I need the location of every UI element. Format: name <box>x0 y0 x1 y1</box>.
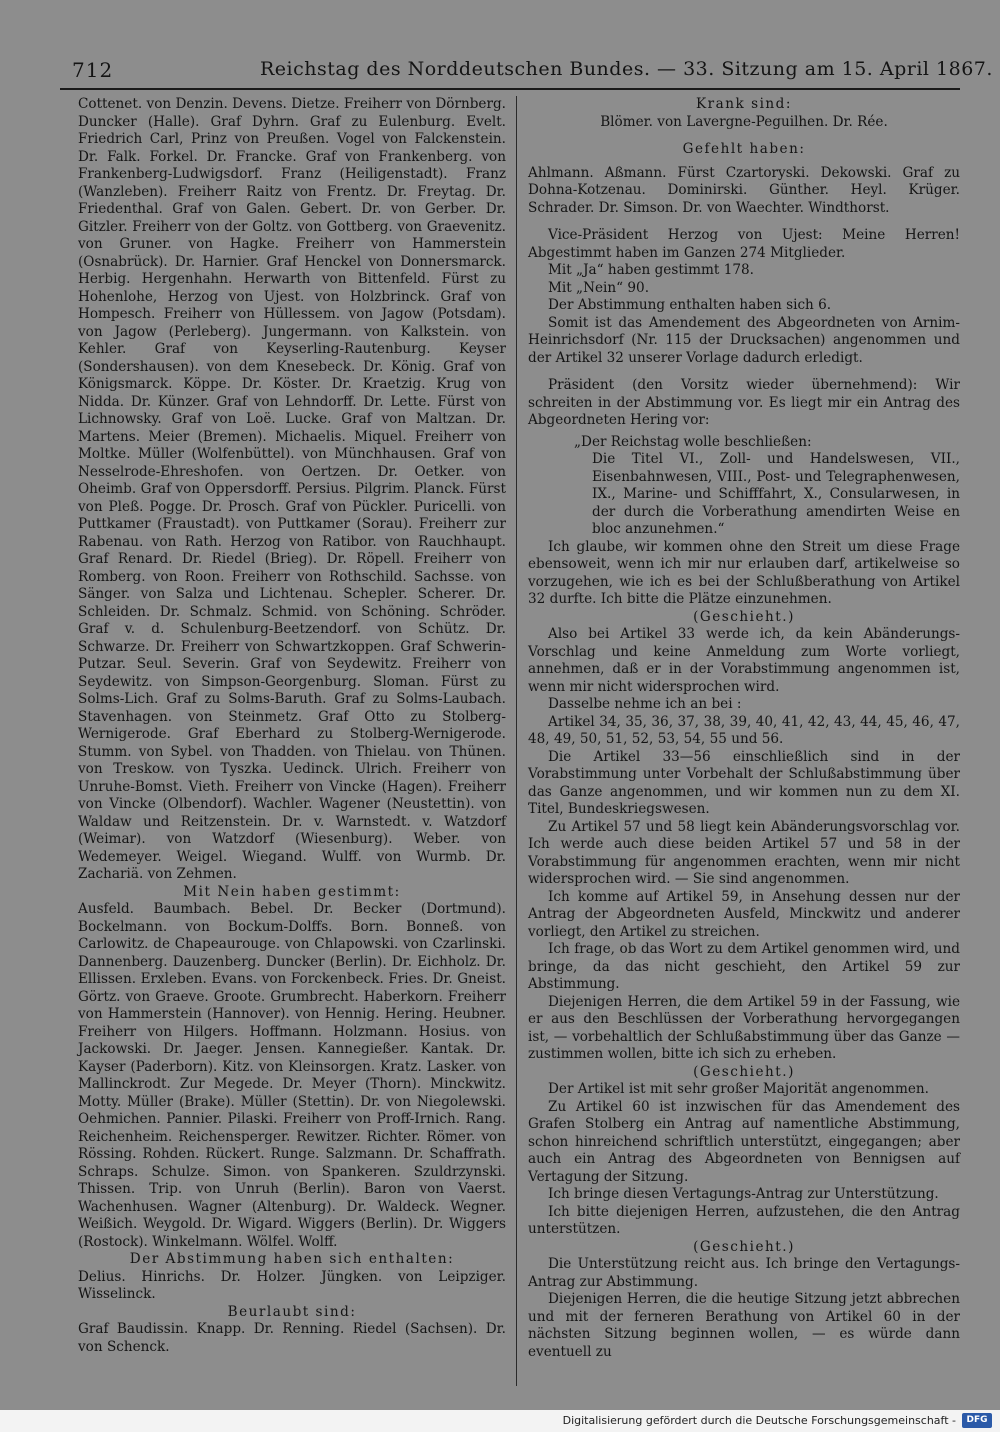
paragraph-procedure: Ich glaube, wir kommen ohne den Streit um diese Frage ebensoweit, wenn ich mir nur erlauben darf, artikelweise so vorzugehen, wie ich es bei der Schlußberathung von Artikel 32 durfte. Ich bitte die Plätze einzunehmen. <box>528 538 960 607</box>
beurlaubt-heading: Beurlaubt sind: <box>227 1303 357 1320</box>
right-column <box>528 96 960 1361</box>
beurlaubt-names-list: Graf Baudissin. Knapp. Dr. Renning. Riedel (Sachsen). Dr. von Schenck. <box>78 1321 506 1355</box>
nein-names-list: Ausfeld. Baumbach. Bebel. Dr. Becker (Dortmund). Bockelmann. von Bockum-Dolffs. Born. Bonneß. von Carlowitz. de Chapeaurouge. von Chlapowski. von Czarlinski. Dannenberg. Dauzenberg. Duncker (Berlin). Dr. Eichholz. Dr. Ellissen. Erxleben. Evans. von Forckenbeck. Fries. Dr. Gneist. Görtz. von Graeve. Groote. Grumbrecht. Haberkorn. Freiherr von Hammerstein (Hannover). von Hennig. Hering. Heubner. Freiherr von Hilgers. Hoffmann. Holzmann. Hosius. von Jackowski. Dr. Jaeger. Jensen. Kannegießer. Kantak. Dr. Kayser (Paderborn). Kitz. von Kleinsorgen. Kratz. Lasker. von Mallinckrodt. Zur Megede. Dr. Meyer (Thorn). Minckwitz. Motty. Müller (Brake). Müller (Stettin). Dr. von Niegolewski. Oehmichen. Pannier. Pilaski. Freiherr von Proff-Irnich. Rang. Reichenheim. Reichensperger. Rewitzer. Richter. Römer. von Rössing. Rohden. Rückert. Runge. Salzmann. Dr. Schaffrath. Schraps. Schulze. Simon. von Spankeren. Szuldrzynski. Thissen. Trip. von Unruh (Berlin). Baron von Vaerst. Wachenhusen. Wagner (Altenburg). Dr. Waldeck. Wegner. Weißich. Weygold. Dr. Wigard. Wiggers (Berlin). Dr. Wiggers (Rostock). Winkelmann. Wölfel. Wolff. <box>78 901 506 1250</box>
gefehlt-names: Ahlmann. Aßmann. Fürst Czartoryski. Dekowski. Graf zu Dohna-Kotzenau. Dominirski. Günther. Heyl. Krüger. Schrader. Dr. Simson. Dr. von Waechter. Windthorst. <box>528 164 960 216</box>
stage-direction-2: (Geschieht.) <box>693 1063 795 1080</box>
nein-count: Mit „Nein“ 90. <box>548 279 650 296</box>
paragraph-articles-57-58: Zu Artikel 57 und 58 liegt kein Abänderungsvorschlag vor. Ich werde auch diese beiden Artikel 57 und 58 in der Vorabstimmung für angenommen erachten, wenn mir nicht widersprochen wird. — Sie sind angenommen. <box>528 818 960 887</box>
ja-count: Mit „Ja“ haben gestimmt 178. <box>548 262 754 278</box>
paragraph-vote-call: Diejenigen Herren, die dem Artikel 59 in der Fassung, wie er aus den Beschlüssen der Vorberathung hervorgegangen ist, — vorbehaltlich der Schlußabstimmung über das Ganze — zustimmen wollen, bitte ich sich zu erheben. <box>528 993 960 1062</box>
krank-names: Blömer. von Lavergne-Peguilhen. Dr. Rée. <box>600 113 888 130</box>
funding-note: Digitalisierung gefördert durch die Deutsche Forschungsgemeinschaft - <box>562 1414 956 1427</box>
page-header <box>60 52 993 90</box>
paragraph-article-list: Artikel 34, 35, 36, 37, 38, 39, 40, 41, 42, 43, 44, 45, 46, 47, 48, 49, 50, 51, 52, 53, 54, 55 und 56. <box>528 713 960 747</box>
paragraph-same: Dasselbe nehme ich an bei : <box>548 696 742 712</box>
running-title: Reichstag des Norddeutschen Bundes. — 33. Sitzung am 15. April 1867. <box>260 58 993 80</box>
paragraph-article-33: Also bei Artikel 33 werde ich, da kein Abänderungs-Vorschlag und keine Anmeldung zum Worte vorliegt, annehmen, daß er in der Vorabstimmung angenommen ist, wenn mir nicht widersprochen wird. <box>528 626 960 695</box>
paragraph-article-60: Zu Artikel 60 ist inzwischen für das Amendement des Grafen Stolberg ein Antrag auf namentliche Abstimmung, schon hinreichend schriftlich unterstützt, eingegangen; aber auch ein Antrag des Abgeordneten von Bennigsen auf Vertagung der Sitzung. <box>528 1098 960 1185</box>
paragraph-articles-33-56: Die Artikel 33—56 einschließlich sind in der Vorabstimmung unter Vorbehalt der Schlußabstimmung über das Ganze angenommen, und wir kommen nun zu dem XI. Titel, Bundeskriegswesen. <box>528 748 960 817</box>
stage-direction-1: (Geschieht.) <box>693 608 795 625</box>
amendment-result: Somit ist das Amendement des Abgeordneten von Arnim-Heinrichsdorf (Nr. 115 der Drucksachen) angenommen und der Artikel 32 unserer Vorlage dadurch erledigt. <box>528 314 960 366</box>
president-statement: Präsident (den Vorsitz wieder übernehmend): Wir schreiten in der Abstimmung vor. Es liegt mir ein Antrag des Abgeordneten Hering vor: <box>528 377 960 428</box>
paragraph-final: Diejenigen Herren, die die heutige Sitzung jetzt abbrechen und mit der ferneren Berathung von Artikel 60 in der nächsten Sitzung beginnen wollen, — es würde dann eventuell zu <box>528 1291 960 1360</box>
paragraph-support-call: Ich bitte diejenigen Herren, aufzustehen, die den Antrag unterstützen. <box>528 1203 960 1237</box>
enthalten-names-list: Delius. Hinrichs. Dr. Holzer. Jüngken. von Leipziger. Wisselinck. <box>78 1268 506 1302</box>
paragraph-article-59: Ich komme auf Artikel 59, in Ansehung dessen nur der Antrag der Abgeordneten Ausfeld, Minckwitz und anderer vorliegt, den Artikel zu streichen. <box>528 888 960 940</box>
ja-names-list: Cottenet. von Denzin. Devens. Dietze. Freiherr von Dörnberg. Duncker (Halle). Graf Dyhrn. Graf zu Eulenburg. Evelt. Friedrich Carl, Prinz von Preußen. Vogel von Falckenstein. Dr. Falk. Forkel. Dr. Francke. Graf von Frankenberg. von Frankenberg-Ludwigsdorf. Franz (Heiligenstadt). Franz (Wanzleben). Freiherr Raitz von Frentz. Dr. Freytag. Dr. Friedenthal. Graf von Galen. Gebert. Dr. von Gerber. Dr. Gitzler. Freiherr von der Goltz. von Gottberg. von Graevenitz. von Gruner. von Hagke. Freiherr von Hammerstein (Osnabrück). Dr. Harnier. Graf Henckel von Donnersmarck. Herbig. Hergenhahn. Herwarth von Bittenfeld. Fürst zu Hohenlohe, Herzog von Ujest. von Holzbrinck. Graf von Hompesch. Freiherr von Hüllessem. von Jagow (Potsdam). von Jagow (Perleberg). Jungermann. von Kalkstein. von Kehler. Graf von Keyserling-Rautenburg. Keyser (Sondershausen). von dem Knesebeck. Dr. König. Graf von Königsmarck. Köppe. Dr. Köster. Dr. Kraetzig. Krug von Nidda. Dr. Künzer. Graf von Lehndorff. Dr. Lette. Fürst von Lichnowsky. Graf von Loë. Lucke. Graf von Maltzan. Dr. Martens. Meier (Bremen). Michaelis. Miquel. Freiherr von Moltke. Müller (Wolfenbüttel). von Münchhausen. Graf von Nesselrode-Ehreshofen. von Oertzen. Dr. Oetker. von Oheimb. Graf von Oppersdorff. Persius. Pilgrim. Planck. Fürst von Pleß. Pogge. Dr. Prosch. Graf von Pückler. Puricelli. von Puttkamer (Fraustadt). von Puttkamer (Sorau). Freiherr zur Rabenau. von Rath. Herzog von Ratibor. von Rauchhaupt. Graf Renard. Dr. Riedel (Brieg). Dr. Röpell. Freiherr von Romberg. von Roon. Freiherr von Rothschild. Sachsse. von Sänger. von Salza und Lichtenau. Schepler. Scherer. Dr. Schleiden. Dr. Schmalz. Schmid. von Schöning. Schröder. Graf v. d. Schulenburg-Beetzendorf. von Schütz. Dr. Schwarze. Dr. Freiherr von Schwartzkoppen. Graf Schwerin-Putzar. Seul. Severin. Graf von Seydewitz. Freiherr von Seydewitz. von Simpson-Georgenburg. Sloman. Fürst zu Solms-Lich. Graf zu Solms-Baruth. Graf zu Solms-Laubach. Stavenhagen. von Steinmetz. Graf Otto zu Stolberg-Wernigerode. Graf Eberhard zu Stolberg-Wernigerode. Stumm. von Sybel. von Thadden. von Thielau. von Thünen. von Treskow. von Tyszka. Uedinck. Ulrich. Freiherr von Unruhe-Bomst. Vieth. Freiherr von Vincke (Hagen). Freiherr von Vincke (Olbendorf). Wachler. Wagener (Neustettin). von Waldaw und Reitzenstein. Dr. v. Warnstedt. v. Watzdorf (Weimar). von Watzdorf (Wiesenburg). Weber. von Wedemeyer. Weigel. Wiegand. Wulff. von Wurmb. Dr. Zachariä. von Zehmen. <box>78 96 506 882</box>
paragraph-question: Ich frage, ob das Wort zu dem Artikel genommen wird, und bringe, da das nicht geschieht, den Artikel 59 zur Abstimmung. <box>528 941 960 992</box>
footer-bar <box>0 1410 1000 1432</box>
dfg-logo: DFG <box>962 1413 992 1428</box>
paragraph-support-result: Die Unterstützung reicht aus. Ich bringe den Vertagungs-Antrag zur Abstimmung. <box>528 1256 960 1290</box>
enthalten-count: Der Abstimmung enthalten haben sich 6. <box>548 297 832 313</box>
page-number: 712 <box>72 58 114 82</box>
nein-heading: Mit Nein haben gestimmt: <box>183 883 401 900</box>
left-column <box>78 96 506 1356</box>
gefehlt-heading: Gefehlt haben: <box>682 141 806 157</box>
enthalten-heading: Der Abstimmung haben sich enthalten: <box>129 1251 455 1267</box>
stage-direction-3: (Geschieht.) <box>693 1238 795 1255</box>
vicepresident-statement: Vice-Präsident Herzog von Ujest: Meine Herren! Abgestimmt haben im Ganzen 274 Mitglieder. <box>528 227 960 261</box>
motion-quote-body: Die Titel VI., Zoll- und Handelswesen, VII., Eisenbahnwesen, VIII., Post- und Telegraphenwesen, IX., Marine- und Schifffahrt, X., Consularwesen, in der durch die Vorberathung amendirten Weise en bloc anzunehmen.“ <box>592 451 960 537</box>
motion-quote-intro: „Der Reichstag wolle beschließen: <box>574 433 812 450</box>
column-divider <box>516 96 517 1386</box>
paragraph-adjournment: Ich bringe diesen Vertagungs-Antrag zur Unterstützung. <box>548 1186 939 1202</box>
paragraph-accepted: Der Artikel ist mit sehr großer Majorität angenommen. <box>548 1081 929 1097</box>
krank-heading: Krank sind: <box>696 96 792 112</box>
